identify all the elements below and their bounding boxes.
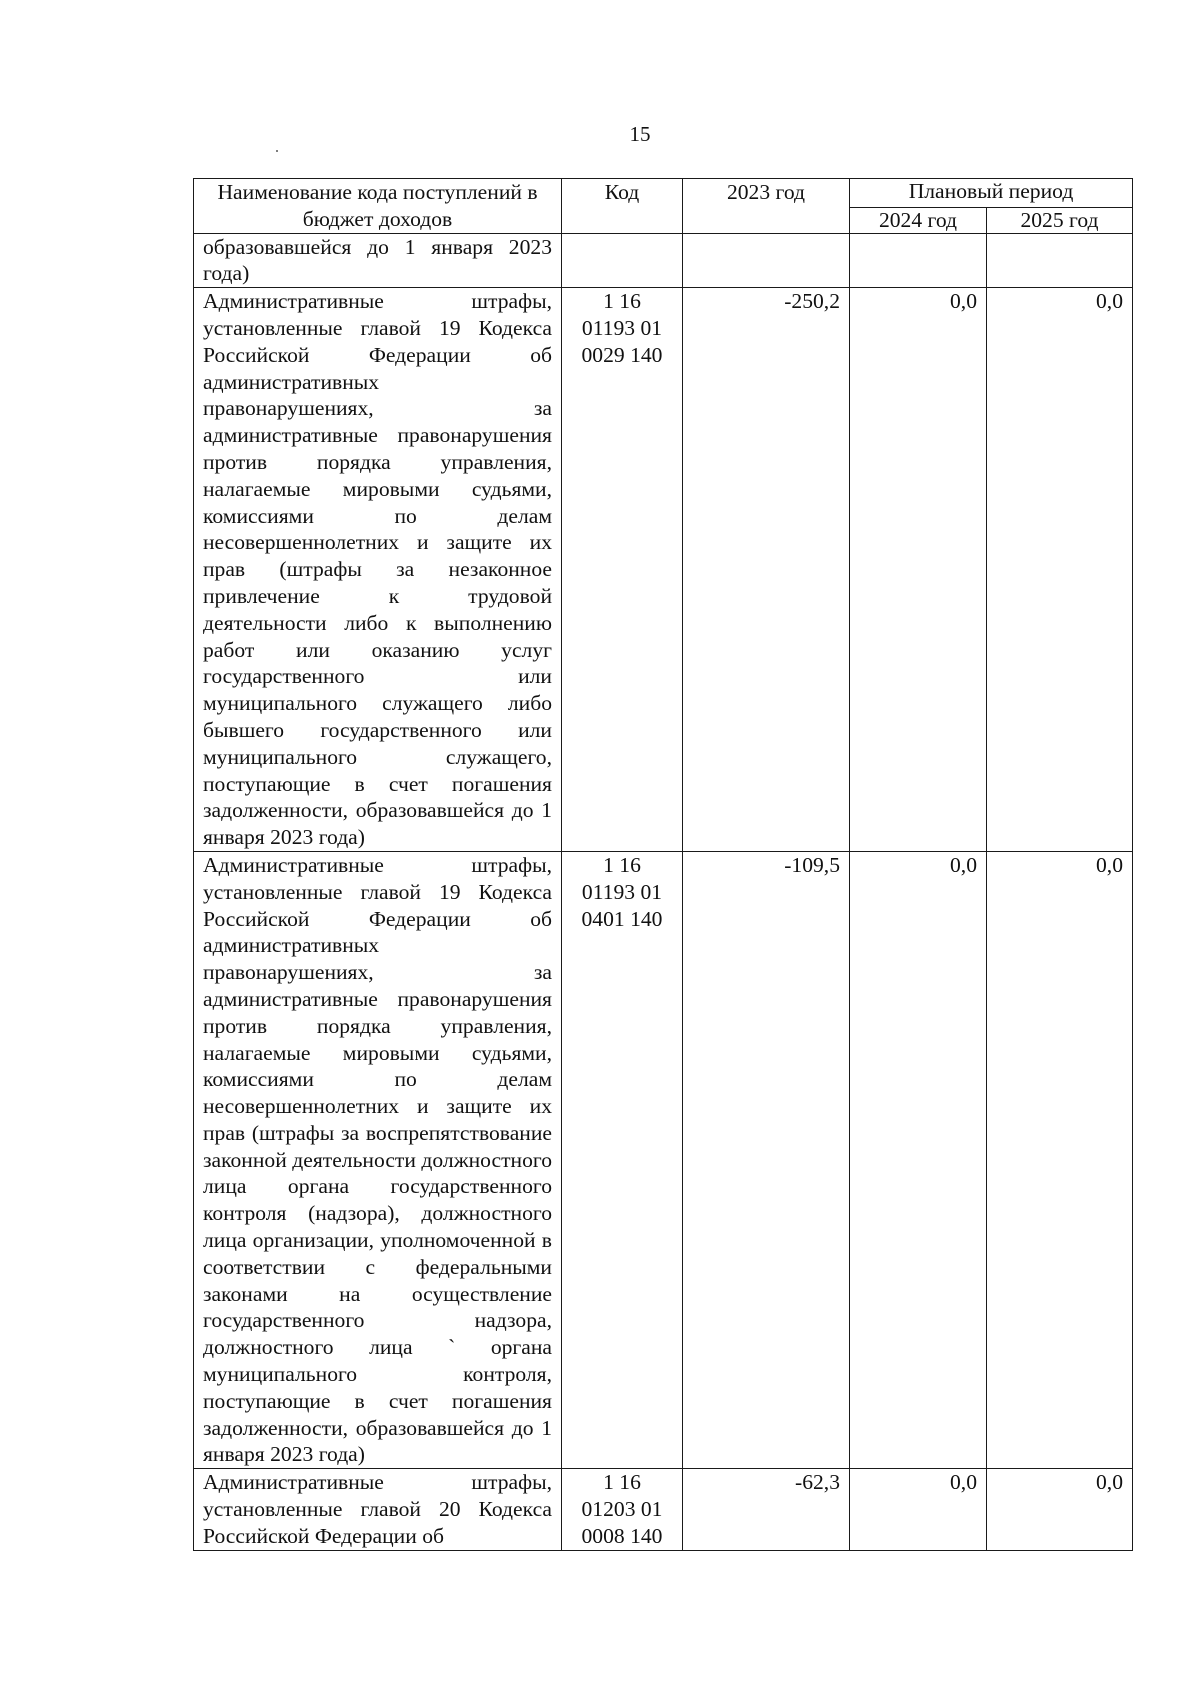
code-line: 0029 140 [581,342,663,367]
row-code [562,1469,683,1550]
row-code [562,288,683,852]
row-value-2024: 0,0 [850,851,987,1468]
header-planned-period: Плановый период [850,179,1133,208]
row-value-2023: -109,5 [683,851,850,1468]
scan-speck [276,150,278,152]
row-value-2025: 0,0 [987,851,1133,1468]
code-line: 01193 01 [581,315,663,340]
page-number: 15 [629,122,651,146]
header-year-2023: 2023 год [683,179,850,234]
code-line: 01203 01 [581,1497,663,1522]
revenue-table [193,178,1133,1551]
row-value-2025: 0,0 [987,1469,1133,1550]
code-line: 1 16 [603,852,641,877]
table-row [194,1469,1133,1550]
table-row [194,233,1133,288]
row-code [562,851,683,1468]
row-value-2023: -250,2 [683,288,850,852]
row-name: Административные штрафы, установленные главой 20 Кодекса Российской Федерации об [194,1469,562,1550]
header-year-2024: 2024 год [850,208,987,233]
row-name: Административные штрафы, установленные главой 19 Кодекса Российской Федерации об административных правонарушениях, за административные правонарушения против порядка управления, налагаемые мировыми судьями, комиссиями по делам несовершеннолетних и защите их прав (штрафы за незаконное привлечение к трудовой деятельности либо к выполнению работ или оказанию услуг государственного или муниципального служащего либо бывшего государственного или муниципального служащего, поступающие в счет погашения задолженности, образовавшейся до 1 января 2023 года) [194,288,562,852]
code-line: 01193 01 [581,879,663,904]
code-line: 0401 140 [581,906,663,931]
row-value-2025 [987,233,1133,288]
code-line: 0008 140 [581,1523,663,1548]
code-line: 1 16 [603,1470,641,1495]
row-code [562,233,683,288]
table-row [194,851,1133,1468]
header-year-2025: 2025 год [987,208,1133,233]
row-value-2024: 0,0 [850,1469,987,1550]
header-row-top [194,179,1133,208]
code-line: 1 16 [603,289,641,314]
row-value-2024: 0,0 [850,288,987,852]
row-value-2023 [683,233,850,288]
header-code: Код [562,179,683,234]
row-value-2024 [850,233,987,288]
header-name: Наименование кода поступлений в бюджет доходов [194,179,562,234]
row-name: образовавшейся до 1 января 2023 года) [194,233,562,288]
row-value-2023: -62,3 [683,1469,850,1550]
row-name: Административные штрафы, установленные главой 19 Кодекса Российской Федерации об административных правонарушениях, за административные правонарушения против порядка управления, налагаемые мировыми судьями, комиссиями по делам несовершеннолетних и защите их прав (штрафы за воспрепятствование законной деятельности должностного лица органа государственного контроля (надзора), должностного лица организации, уполномоченной в соответствии с федеральными законами на осуществление государственного надзора, должностного лица ` органа муниципального контроля, поступающие в счет погашения задолженности, образовавшейся до 1 января 2023 года) [194,851,562,1468]
table-row [194,288,1133,852]
row-value-2025: 0,0 [987,288,1133,852]
